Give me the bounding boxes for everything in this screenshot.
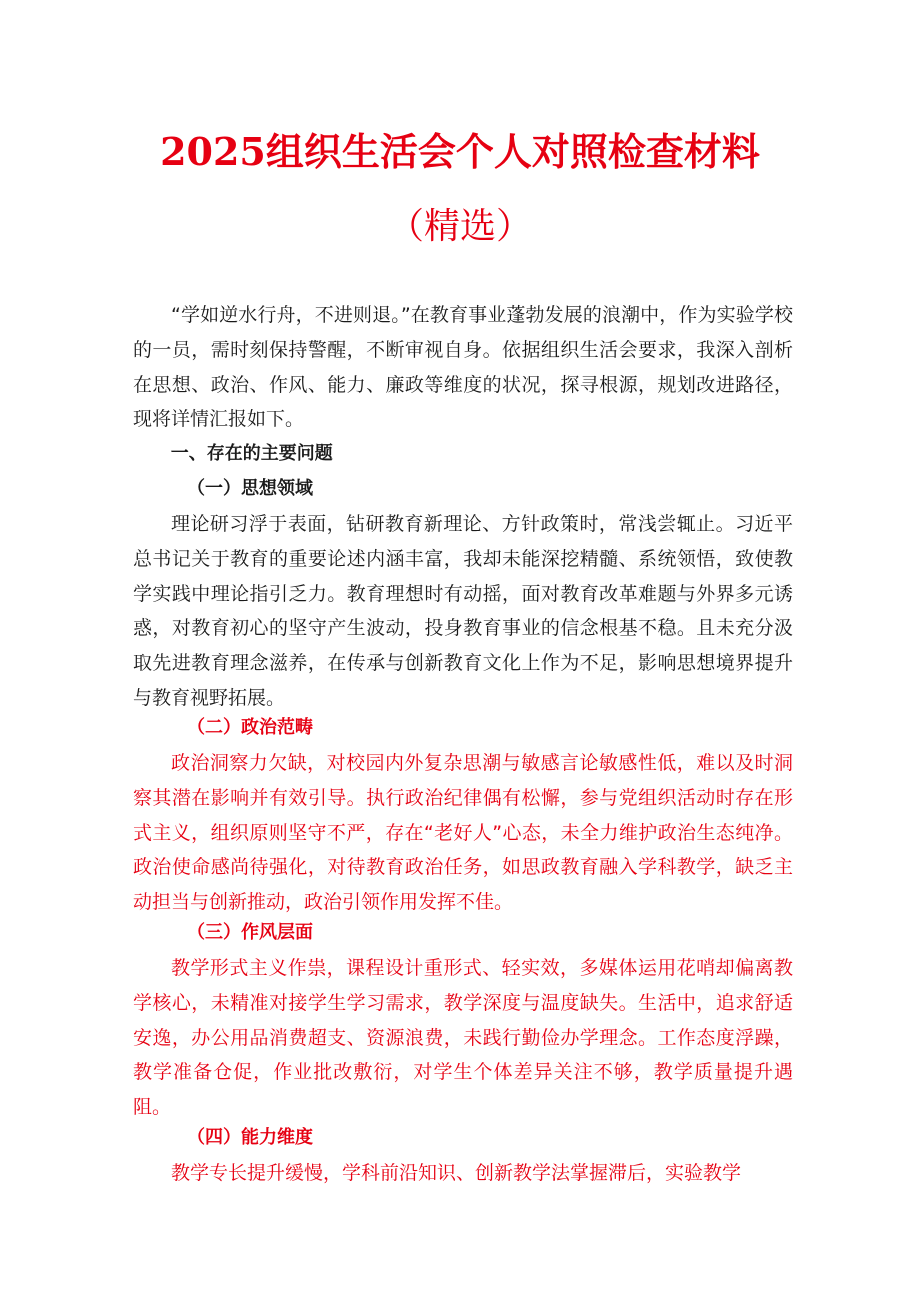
document-title: 2025组织生活会个人对照检查材料 bbox=[160, 129, 760, 174]
subsection-heading-politics: （二）政治范畴 bbox=[187, 717, 313, 738]
subsection-body-style: 教学形式主义作祟，课程设计重形式、轻实效，多媒体运用花哨却偏离教学核心，未精准对接学生学习需求，教学深度与温度缺失。生活中，追求舒适安逸，办公用品消费超支、资源浪费，未践行勤俭办学理念。工作态度浮躁，教学准备仓促，作业批改敷衍，对学生个体差异关注不够，教学质量提升遇阻。 bbox=[133, 957, 793, 1119]
intro-paragraph: “学如逆水行舟，不进则退。”在教育事业蓬勃发展的浪潮中，作为实验学校的一员，需时刻保持警醒，不断审视自身。依据组织生活会要求，我深入剖析在思想、政治、作风、能力、廉政等维度的状况，探寻根源，规划改进路径，现将详情汇报如下。 bbox=[133, 304, 793, 431]
subsection-body-politics: 政治洞察力欠缺，对校园内外复杂思潮与敏感言论敏感性低，难以及时洞察其潜在影响并有效引导。执行政治纪律偶有松懈，参与党组织活动时存在形式主义，组织原则坚守不严，存在“老好人”心态，未全力维护政治生态纯净。政治使命感尚待强化，对待教育政治任务，如思政教育融入学科教学，缺乏主动担当与创新推动，政治引领作用发挥不佳。 bbox=[133, 752, 793, 914]
subsection-heading-ability: （四）能力维度 bbox=[187, 1127, 313, 1148]
subsection-body-ability: 教学专长提升缓慢，学科前沿知识、创新教学法掌握滞后，实验教学 bbox=[171, 1162, 742, 1184]
subsection-heading-style: （三）作风层面 bbox=[187, 922, 313, 943]
subsection-heading-thought: （一）思想领域 bbox=[187, 478, 313, 499]
document-subtitle: （精选） bbox=[387, 206, 532, 247]
subsection-body-thought: 理论研习浮于表面，钻研教育新理论、方针政策时，常浅尝辄止。习近平总书记关于教育的重要论述内涵丰富，我却未能深挖精髓、系统领悟，致使教学实践中理论指引乏力。教育理想时有动摇，面对教育改革难题与外界多元诱惑，对教育初心的坚守产生波动，投身教育事业的信念根基不稳。且未充分汲取先进教育理念滋养，在传承与创新教育文化上作为不足，影响思想境界提升与教育视野拓展。 bbox=[133, 513, 793, 709]
section-heading-main-problems: 一、存在的主要问题 bbox=[170, 443, 333, 464]
